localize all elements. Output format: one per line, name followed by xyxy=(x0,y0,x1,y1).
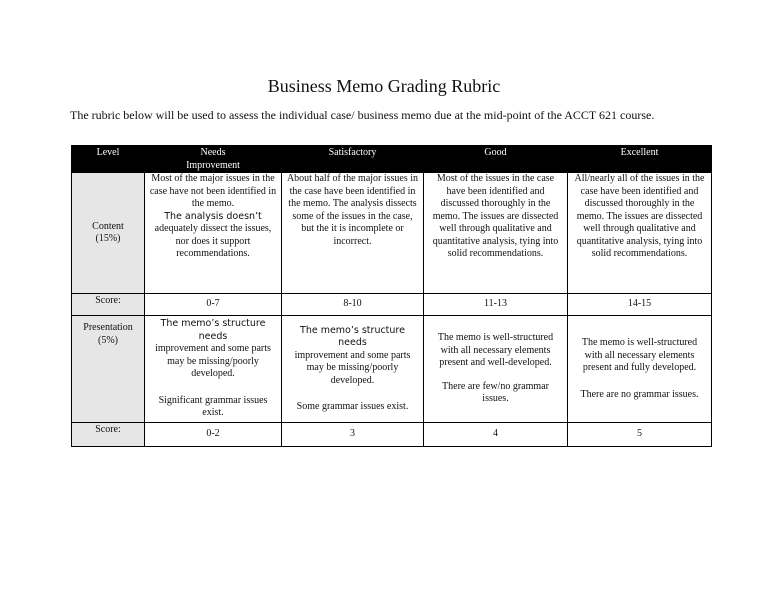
presentation-excellent-text-a: The memo is well-structured with all necessary elements present and fully developed. xyxy=(581,337,698,373)
content-label-weight: (15%) xyxy=(95,233,121,244)
content-score-row xyxy=(72,294,712,316)
presentation-satisfactory-cell xyxy=(282,316,424,423)
presentation-score-needs: 0-2 xyxy=(145,423,282,447)
header-needs-line2: Improvement xyxy=(186,159,240,171)
header-satisfactory: Satisfactory xyxy=(282,146,424,173)
header-level: Level xyxy=(72,146,145,173)
presentation-excellent-text-b: There are no grammar issues. xyxy=(580,388,699,400)
presentation-good-cell xyxy=(424,316,568,423)
content-score-good: 11-13 xyxy=(424,294,568,316)
content-satisfactory-cell: About half of the major issues in the case have been identified in the memo. The analysis dissects some of the issues in the case, but the it is incomplete or incorrect. xyxy=(282,173,424,294)
presentation-good-text-b: There are few/no grammar issues. xyxy=(442,380,549,405)
header-needs-improvement xyxy=(145,146,282,173)
presentation-satisfactory-text-b: improvement and some parts may be missing/poorly developed. xyxy=(294,349,411,386)
presentation-label xyxy=(72,316,145,423)
presentation-needs-cell xyxy=(145,316,282,423)
content-needs-text-b: The analysis doesn’t xyxy=(164,210,262,222)
content-score-label: Score: xyxy=(72,294,145,316)
content-excellent-cell: All/nearly all of the issues in the case have been identified and discussed thoroughly in the memo. The issues are dissected well through qualitative and quantitative analysis, tying into solid recommendations. xyxy=(568,173,712,294)
content-needs-text-a: Most of the major issues in the case have not been identified in the memo. xyxy=(149,173,277,209)
content-label-name: Content xyxy=(92,220,124,232)
content-score-excellent: 14-15 xyxy=(568,294,712,316)
presentation-score-excellent: 5 xyxy=(568,423,712,447)
presentation-score-good: 4 xyxy=(424,423,568,447)
content-score-satisfactory: 8-10 xyxy=(282,294,424,316)
presentation-score-satisfactory: 3 xyxy=(282,423,424,447)
content-score-needs: 0-7 xyxy=(145,294,282,316)
presentation-row xyxy=(72,316,712,423)
presentation-satisfactory-text-c: Some grammar issues exist. xyxy=(296,401,409,412)
content-label xyxy=(72,173,145,294)
header-row xyxy=(72,146,712,173)
presentation-label-weight: (5%) xyxy=(98,334,118,346)
content-row xyxy=(72,173,712,294)
content-needs-text-c: adequately dissect the issues, nor does it support recommendations. xyxy=(154,223,272,259)
content-needs-cell xyxy=(145,173,282,294)
rubric-table xyxy=(71,145,712,447)
presentation-label-name: Presentation xyxy=(83,322,133,333)
presentation-good-text-a: The memo is well-structured with all necessary elements present and well-developed. xyxy=(437,332,554,369)
header-excellent: Excellent xyxy=(568,146,712,173)
presentation-score-label: Score: xyxy=(72,423,145,447)
content-good-cell: Most of the issues in the case have been identified and discussed thoroughly in the memo. The issues are dissected well through qualitative and quantitative analysis, tying into solid recommendations. xyxy=(424,173,568,294)
presentation-needs-text-c: Significant grammar issues exist. xyxy=(158,394,268,419)
presentation-excellent-cell xyxy=(568,316,712,423)
presentation-needs-text-a: The memo’s structure needs xyxy=(160,318,266,342)
intro-text: The rubric below will be used to assess the individual case/ business memo due at the mid-point of the ACCT 621 course. xyxy=(70,108,655,122)
presentation-score-row xyxy=(72,423,712,447)
page-title: Business Memo Grading Rubric xyxy=(267,76,501,96)
presentation-needs-text-b: improvement and some parts may be missing/poorly developed. xyxy=(155,343,271,380)
header-needs-line1: Needs xyxy=(200,147,226,158)
presentation-satisfactory-text-a: The memo’s structure needs xyxy=(300,324,405,348)
header-good: Good xyxy=(424,146,568,173)
